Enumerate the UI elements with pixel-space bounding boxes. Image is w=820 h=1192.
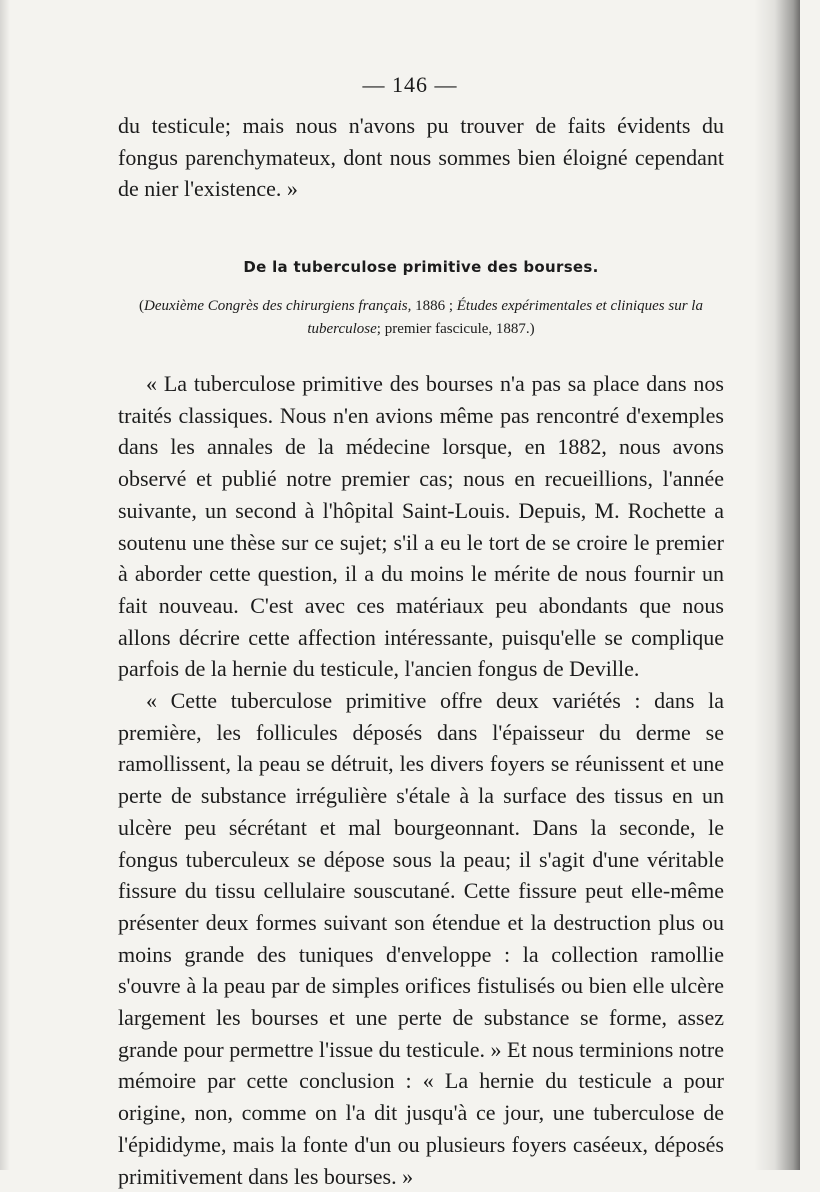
citation-open: ( <box>139 298 145 314</box>
page-number: — 146 — <box>362 72 458 97</box>
page-edge-shadow-left <box>0 0 10 1170</box>
intro-text-block <box>118 110 724 205</box>
citation <box>118 295 724 341</box>
section-heading: De la tuberculose primitive des bourses. <box>243 258 599 276</box>
paragraph-history: « La tuberculose primitive des bourses n'a pas sa place dans nos traités classiques. Nous n'en avions même pas rencontré d'exemples dans les annales de la médecine lorsque, en 1882, nous avons observé et publié notre premier cas; nous en recueillions, l'année suivante, un second à l'hôpital Saint-Louis. Depuis, M. Rochette a soutenu une thèse sur ce sujet; s'il a eu le tort de se croire le premier à aborder cette question, il a du moins le mérite de nous fournir un fait nouveau. C'est avec ces matériaux peu abondants que nous allons décrire cette affection intéressante, puisqu'elle se complique parfois de la hernie du testicule, l'ancien fongus de Deville. <box>118 371 724 682</box>
citation-italic-congress: Deuxième Congrès des chirurgiens français, <box>144 298 412 314</box>
citation-year: 1886 ; <box>411 298 457 314</box>
citation-tail: ; premier fascicule, 1887.) <box>376 321 535 337</box>
citation-italic-studies: Études expérimentales et cliniques sur la tuberculose <box>307 298 703 337</box>
main-text-block <box>118 368 724 1192</box>
paragraph-varieties: « Cette tuberculose primitive offre deux variétés : dans la première, les follicules déposés dans l'épaisseur du derme se ramollissent, la peau se détruit, les divers foyers se réunissent et une perte de substance irrégulière s'étale à la surface des tissus en un ulcère peu sécrétant et mal bourgeonnant. Dans la seconde, le fongus tuberculeux se dépose sous la peau; il s'agit d'une véritable fissure du tissu cellulaire souscutané. Cette fissure peut elle-même présenter deux formes suivant son étendue et la destruction plus ou moins grande des tuniques d'enveloppe : la collection ramollie s'ouvre à la peau par de simples orifices fistulisés ou bien elle ulcère largement les bourses et une perte de substance se forme, assez grande pour permettre l'issue du testicule. » Et nous terminions notre mémoire par cette conclusion : « La hernie du testicule a pour origine, non, comme on l'a dit jusqu'à ce jour, une tuberculose de l'épididyme, mais la fonte d'un ou plusieurs foyers caséeux, déposés primitivement dans les bourses. » <box>118 688 724 1189</box>
intro-paragraph: du testicule; mais nous n'avons pu trouver de faits évidents du fongus parenchymateux, dont nous sommes bien éloigné cependant de nier l'existence. » <box>118 113 724 202</box>
page-edge-shadow-right <box>754 0 800 1170</box>
